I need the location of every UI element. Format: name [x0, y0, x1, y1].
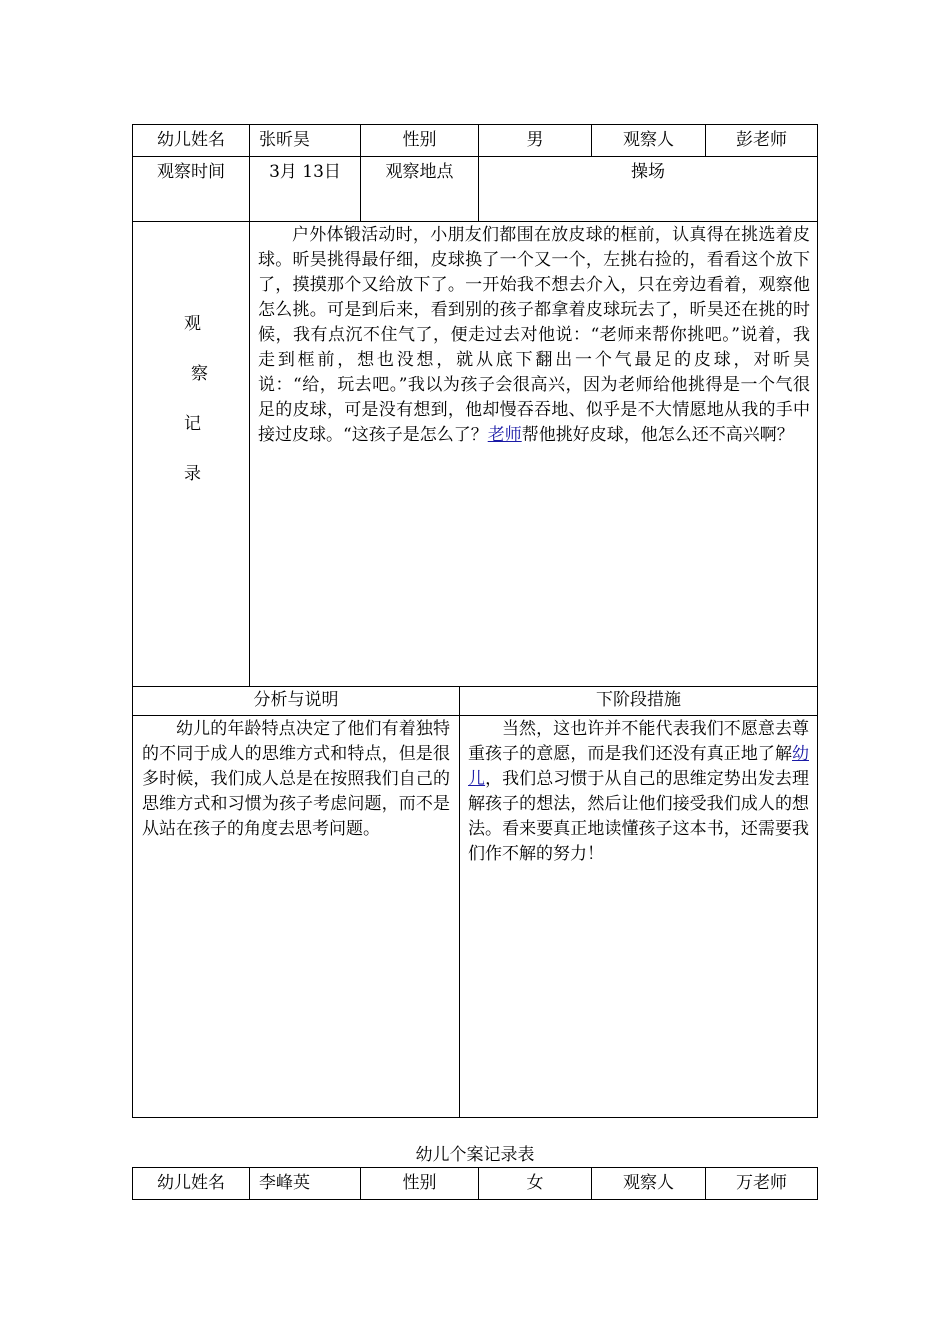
teacher-link[interactable]: 老师 — [487, 425, 522, 445]
measures-text-start: 当然，这也许并不能代表我们不愿意去尊重孩子的意愿，而是我们还没有真正地了解 — [468, 719, 809, 764]
observation-time-value: 3月 13日 — [269, 162, 341, 182]
measures-header: 下阶段措施 — [596, 690, 681, 710]
record-table-title: 幼儿个案记录表 — [415, 1145, 535, 1165]
record-label-char: 察 — [191, 364, 208, 384]
child-link[interactable]: 幼儿 — [468, 744, 809, 789]
record-label-char: 录 — [184, 464, 201, 484]
table-border — [817, 124, 818, 1118]
observer-label: 观察人 — [623, 130, 674, 150]
table-border — [132, 1117, 818, 1118]
gender-label: 性别 — [402, 1173, 437, 1193]
table-border — [132, 124, 133, 1118]
observation-place-value: 操场 — [631, 162, 665, 182]
observer-value: 万老师 — [736, 1173, 787, 1193]
gender-value: 男 — [526, 130, 544, 150]
gender-label: 性别 — [402, 130, 437, 150]
child-name-value: 李峰英 — [259, 1173, 310, 1193]
table-border — [132, 221, 818, 222]
observer-label: 观察人 — [623, 1173, 674, 1193]
record-label-char: 记 — [184, 414, 201, 434]
child-name-label: 幼儿姓名 — [157, 130, 225, 150]
analysis-text: 幼儿的年龄特点决定了他们有着独特的不同于成人的思维方式和特点，但是很多时候，我们成人总是在按照我们自己的思维方式和习惯为孩子考虑问题，而不是从站在孩子的角度去思考问题。 — [142, 719, 450, 839]
child-name-value: 张昕昊 — [259, 130, 310, 150]
record-text: 户外体锻活动时，小朋友们都围在放皮球的框前，认真得在挑选着皮球。昕昊挑得最仔细，皮球换了一个又一个，左挑右捡的，看看这个放下了，摸摸那个又给放下了。一开始我不想去介入，只在旁边看着，观察他怎么挑。可是到后来，看到别的孩子都拿着皮球玩去了，昕昊还在挑的时候，我有点沉不住气了，便走过去对他说：“老师来帮你挑吧。”说着，我走到框前，想也没想，就从底下翻出一个气最足的皮球，对昕昊说：“给，玩去吧。”我以为孩子会很高兴，因为老师给他挑得是一个气很足的皮球，可是没有想到，他却慢吞吞地、似乎是不大情愿地从我的手中接过皮球。“这孩子是怎么了？ — [258, 225, 810, 445]
measures-text-end: ，我们总习惯于从自己的思维定势出发去理解孩子的想法，然后让他们接受我们成人的想法。看来要真正地读懂孩子这本书，还需要我们作不解的努力！ — [468, 769, 810, 864]
gender-value: 女 — [526, 1173, 544, 1193]
measures-text — [468, 717, 809, 867]
table-border — [132, 715, 818, 716]
table-border — [817, 1167, 818, 1200]
table-border — [132, 1199, 818, 1200]
child-name-label: 幼儿姓名 — [157, 1173, 225, 1193]
observation-time-label: 观察时间 — [157, 162, 225, 182]
record-label-char: 观 — [184, 314, 201, 334]
record-text-end: 帮他挑好皮球，他怎么还不高兴啊？ — [521, 425, 794, 445]
analysis-header: 分析与说明 — [253, 690, 339, 710]
table-border — [459, 686, 460, 1118]
observer-value: 彭老师 — [736, 130, 787, 150]
observation-record-text — [258, 223, 810, 448]
observation-place-label: 观察地点 — [385, 162, 454, 182]
